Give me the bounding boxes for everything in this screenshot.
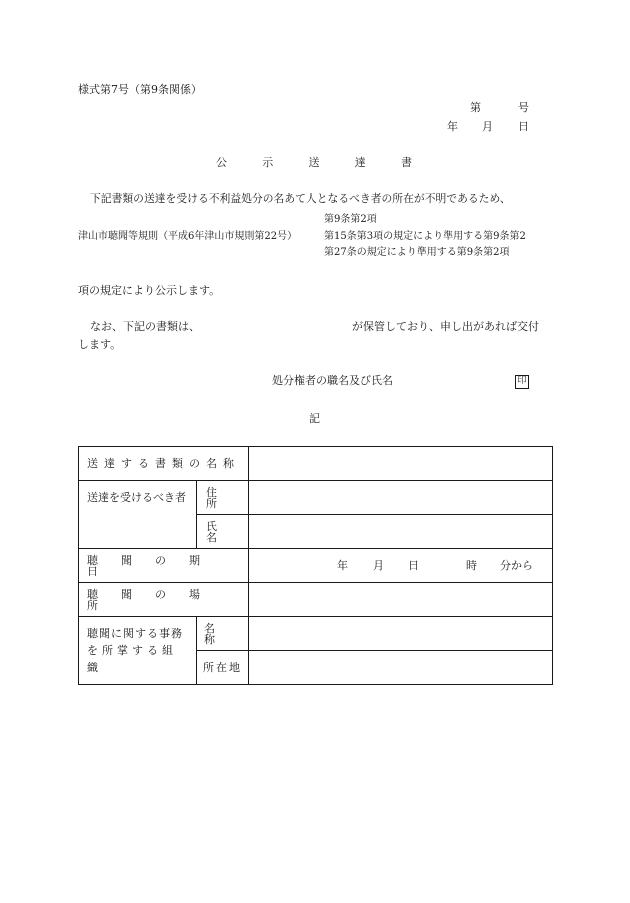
authority-label: 処分権者の職名及び氏名	[272, 374, 393, 387]
table-row	[79, 549, 553, 583]
org-name-label: 名称	[204, 621, 225, 646]
number-suffix: 号	[518, 101, 529, 114]
date-day: 日	[518, 120, 529, 133]
org-label-line-2: を所掌する組織	[87, 644, 177, 674]
notice-line-start: なお、下記の書類は、	[90, 320, 200, 333]
title-char: 達	[354, 156, 366, 169]
table-row	[79, 617, 553, 651]
rule-option-2: 第15条第3項の規定により準用する第9条第2	[324, 231, 526, 242]
number-prefix: 第	[470, 101, 481, 114]
title-char: 書	[401, 156, 412, 169]
hearing-date-label: 聴聞の期日	[87, 553, 223, 578]
org-location-value	[249, 651, 553, 685]
title-char: 示	[262, 156, 274, 169]
title-char: 公	[216, 156, 227, 169]
org-label	[79, 625, 196, 676]
ki-marker: 記	[309, 412, 320, 425]
intro-line: 下記書類の送達を受ける不利益処分の名あて人となるべき者の所在が不明であるため、	[90, 192, 511, 205]
date-unit-day: 日	[408, 558, 419, 572]
document-number	[470, 102, 529, 113]
seal-char: 印	[515, 375, 529, 389]
rule-option-3: 第27条の規定により準用する第9条第2項	[324, 247, 510, 258]
rule-option-1: 第9条第2項	[324, 214, 377, 225]
table-row	[79, 583, 553, 617]
name-label: 氏名	[206, 519, 227, 544]
title-char: 送	[308, 156, 320, 169]
address-value	[249, 481, 553, 515]
seal-mark	[515, 374, 529, 389]
name-value	[249, 515, 553, 549]
date-unit-minute: 分から	[500, 558, 533, 572]
table-row	[79, 447, 553, 481]
org-location-label: 所在地	[203, 661, 242, 674]
table-row	[79, 481, 553, 515]
notice-line-end: が保管しており、申し出があれば交付	[352, 320, 539, 333]
page-title	[216, 157, 412, 168]
hearing-date-value	[249, 560, 552, 572]
form-label: 様式第7号（第9条関係）	[78, 83, 202, 96]
date-month: 月	[482, 120, 493, 133]
hearing-place-label: 聴聞の場所	[87, 587, 223, 612]
address-label	[197, 487, 248, 509]
recipient-label: 送達を受けるべき者	[87, 491, 186, 504]
org-name-value	[249, 617, 553, 651]
date-year: 年	[447, 120, 458, 133]
date-unit-year: 年	[337, 558, 348, 572]
detail-table	[78, 446, 553, 685]
doc-name-value	[249, 447, 553, 481]
org-label-line-1: 聴聞に関する事務	[87, 627, 183, 640]
notice-line-2: します。	[78, 338, 122, 351]
rule-name: 津山市聴聞等規則（平成6年津山市規則第22号）	[78, 231, 298, 242]
date-unit-hour: 時	[466, 558, 477, 572]
doc-name-label: 送達する書類の名称	[87, 457, 240, 470]
date-unit-month: 月	[373, 558, 384, 572]
hearing-place-value	[249, 583, 553, 617]
document-date	[444, 121, 529, 133]
public-notice-text: 項の規定により公示します。	[78, 284, 221, 297]
address-label-char: 住所	[206, 485, 227, 510]
